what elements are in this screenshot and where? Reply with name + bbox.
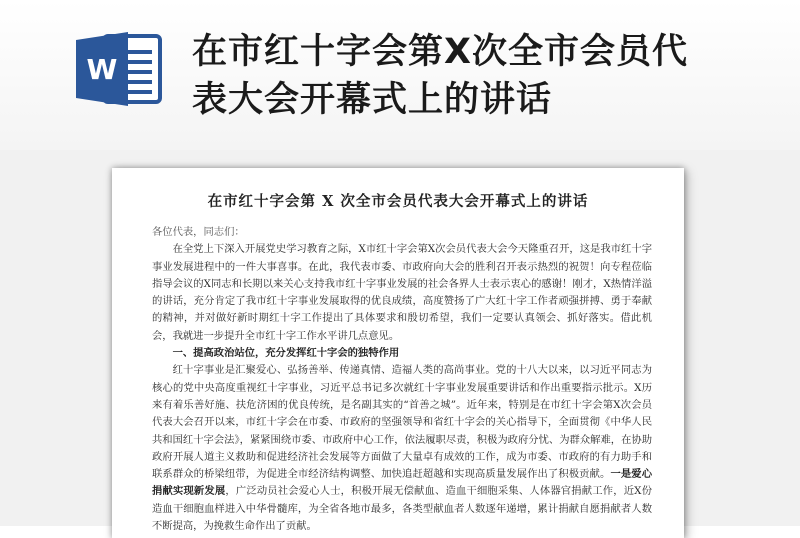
paragraph-2-bold: 一是爱心捐献实现新发展 [152, 468, 653, 498]
paragraph-1: 在全党上下深入开展党史学习教育之际，X市红十字会第X次会员代表大会今天隆重召开，这是我市红十字事业发展进程中的一件大事喜事。在此，我代表市委、市政府向大会的胜利召开表示热烈的祝贺！向专程莅临指导会议的X同志和长期以来关心支持我市红十字事业发展的社会各界人士表示衷心的感谢！刚才，X热情洋溢的讲话，充分肯定了我市红十字事业发展取得的优良成绩，高度赞扬了广大红十字工作者顽强拼搏、勇于奉献的精神，并对做好新时期红十字工作提出了具体要求和殷切希望，我们一定要认真领会、抓好落实。借此机会，我就进一步提升全市红十字工作水平讲几点意见。 [152, 243, 652, 342]
page-title [192, 28, 752, 124]
greeting: 各位代表，同志们： [152, 226, 245, 238]
paragraph-2 [152, 362, 652, 535]
document-page [112, 168, 684, 538]
page-title-line2: 表大会开幕式上的讲话 [192, 80, 553, 120]
page-title-line1: 在市红十字会第X次全市会员代 [192, 32, 688, 72]
paragraph-2-tail: ，广泛动员社会爱心人士，积极开展无偿献血、造血干细胞采集、人体器官捐献工作，近X份造血干细胞血样进入中华骨髓库，为全省各地市最多，各类型献血者人数逐年递增，累计捐献自愿捐献者人数不断提高，为挽救生命作出了贡献。 [152, 485, 652, 533]
header-banner [0, 0, 800, 150]
word-icon-letter: W [86, 53, 118, 86]
word-icon [74, 30, 166, 108]
document-title: 在市红十字会第 X 次全市会员代表大会开幕式上的讲话 [207, 193, 589, 210]
document-body [152, 224, 652, 535]
section-heading-1: 一、提高政治站位，充分发挥红十字会的独特作用 [172, 347, 400, 360]
paragraph-2-text: 红十字事业是汇聚爱心、弘扬善举、传递真情、造福人类的高尚事业。党的十八大以来，以习近平同志为核心的党中央高度重视红十字事业，习近平总书记多次就红十字事业发展重要讲话和作出重要指示批示。X历来有着乐善好施、扶危济困的优良传统，是名副其实的“首善之城”。近年来，特别是在市红十字会第X次会员代表大会召开以来，市红十字会在市委、市政府的坚强领导和省红十字会的关心指导下，全面贯彻《中华人民共和国红十字会法》，紧紧围绕市委、市政府中心工作，依法履职尽责，积极为政府分忧、为群众解难，在协助政府开展人道主义救助和促进经济社会发展等方面做了大量卓有成效的工作，成为市委、市政府的有力助手和联系群众的桥梁纽带，为促进全市经济结构调整、加快追赶超越和实现高质量发展作出了积极贡献。 [152, 364, 652, 481]
